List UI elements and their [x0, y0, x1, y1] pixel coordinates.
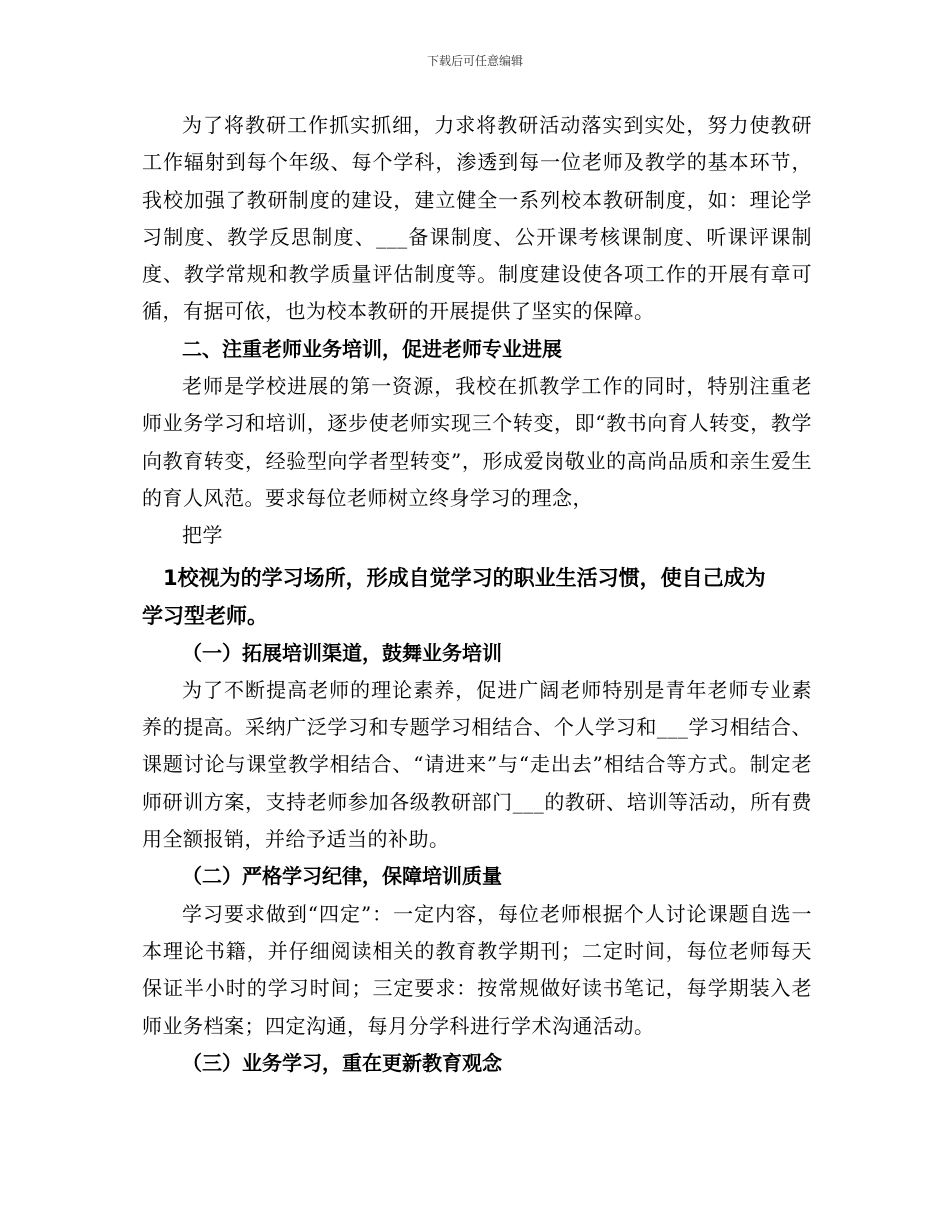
paragraph-teacher-resource: 老师是学校进展的第一资源，我校在抓教学工作的同时，特别注重老师业务学习和培训，逐步使老师实现三个转变，即“教书向育人转变，教学向教育转变，经验型向学者型转变”，形成爱岗敬业的高尚品质和亲生爱生的育人风范。要求每位老师树立终身学习的理念， [142, 374, 812, 510]
page-header: 下载后可任意编辑 [426, 54, 523, 68]
document-body [142, 107, 812, 1082]
heading-teacher-training: 二、注重老师业务培训，促进老师专业进展 [182, 336, 562, 361]
heading-study-discipline: （二）严格学习纪律，保障培训质量 [182, 864, 502, 889]
heading-learning-teacher [142, 559, 812, 635]
paragraph-research-system: 为了将教研工作抓实抓细，力求将教研活动落实到实处，努力使教研工作辐射到每个年级、每个学科，渗透到每一位老师及教学的基本环节，我校加强了教研制度的建设，建立健全一系列校本教研制度，如：理论学习制度、教学反思制度、___备课制度、公开课考核课制度、听课评课制度、教学常规和教学质量评估制度等。制度建设使各项工作的开展有章可循，有据可依，也为校本教研的开展提供了坚实的保障。 [142, 113, 812, 324]
paragraph-theory-literacy: 为了不断提高老师的理论素养，促进广阔老师特别是青年老师专业素养的提高。采纳广泛学习和专题学习相结合、个人学习和___学习相结合、课题讨论与课堂教学相结合、“请进来”与“走出去”相结合等方式。制定老师研训方案，支持老师参加各级教研部门___的教研、培训等活动，所有费用全额报销，并给予适当的补助。 [142, 677, 812, 852]
heading-learning-teacher-line2: 学习型老师。 [142, 603, 268, 628]
heading-expand-channels: （一）拓展培训渠道，鼓舞业务培训 [182, 640, 502, 665]
heading-learning-teacher-line1: 1校视为的学习场所，形成自觉学习的职业生活习惯，使自己成为 [163, 565, 766, 590]
paragraph-fragment: 把学 [182, 523, 223, 548]
heading-update-concepts: （三）业务学习，重在更新教育观念 [182, 1050, 502, 1075]
paragraph-four-requirements: 学习要求做到“四定”：一定内容，每位老师根据个人讨论课题自选一本理论书籍，并仔细阅读相关的教育教学期刊；二定时间，每位老师每天保证半小时的学习时间；三定要求：按常规做好读书笔记，每学期装入老师业务档案；四定沟通，每月分学科进行学术沟通活动。 [142, 901, 812, 1038]
